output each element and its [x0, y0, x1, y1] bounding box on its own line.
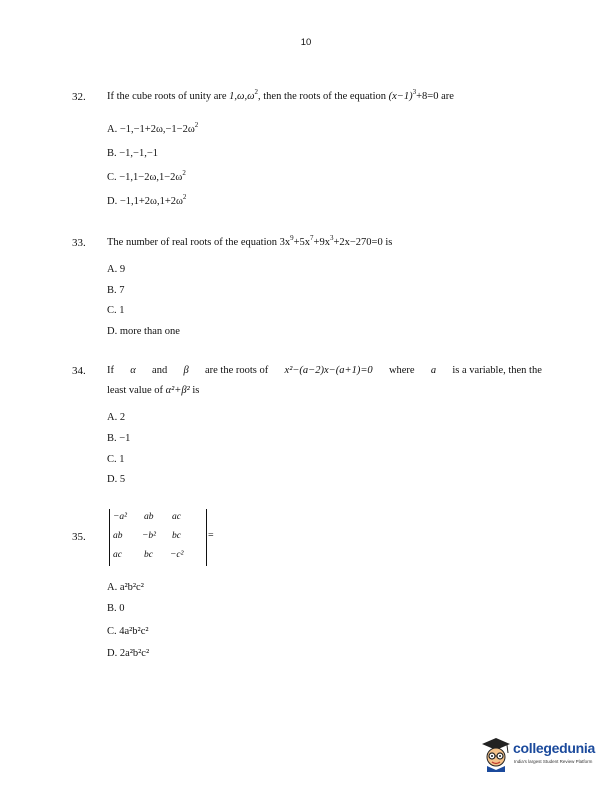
matrix-cell: −c²: [170, 550, 184, 560]
page-number: 10: [300, 37, 312, 48]
matrix-cell: bc: [144, 550, 153, 560]
equals-sign: =: [208, 530, 214, 541]
option-c: C. 4a²b²c²: [107, 626, 149, 637]
option-d: D. 5: [107, 474, 126, 485]
option-c: C. 1: [107, 305, 125, 316]
matrix-cell: −a²: [113, 512, 128, 522]
collegedunia-logo[interactable]: [481, 734, 605, 778]
logo-wordmark: collegedunia: [513, 740, 595, 756]
option-a: A. $-1,-1+2\omega,-1-2\omega^2$: [107, 121, 199, 135]
option-d: D. 2a²b²c²: [107, 648, 150, 659]
matrix-cell: bc: [172, 531, 181, 541]
question-number: 32.: [72, 91, 86, 103]
logo-tagline: India's largest Student Review Platform: [514, 759, 593, 764]
option-c: C. 1: [107, 454, 125, 465]
determinant: [109, 509, 207, 566]
option-b: B. −1: [107, 433, 131, 444]
option-b: B. −1,−1,−1: [107, 148, 159, 159]
matrix-cell: ac: [113, 550, 122, 560]
matrix-cell: −b²: [142, 531, 157, 541]
option-d: D. more than one: [107, 326, 180, 337]
option-b: B. 0: [107, 603, 125, 614]
question-text: If the cube roots of unity are $1,\omega,\omega^2$, then the roots of the equation $(x-1)^3+8=0$ are: [107, 88, 454, 102]
matrix-cell: ab: [144, 512, 154, 522]
option-a: A. 2: [107, 412, 126, 423]
question-number: 34.: [72, 365, 86, 377]
option-a: A. 9: [107, 264, 126, 275]
question-text: If α and β are the roots of x²−(a−2)x−(a+1)=0 where a is a variable, then the least value of α²+β² is: [107, 365, 542, 396]
matrix-cell: ab: [113, 531, 123, 541]
option-c: C. $-1,1-2\omega,1-2\omega^2$: [107, 169, 186, 183]
matrix-cell: ac: [172, 512, 181, 522]
question-text: The number of real roots of the equation $3x^9+5x^7+9x^3+2x-270=0$ is: [107, 234, 393, 248]
question-number: 35.: [72, 531, 86, 543]
question-number: 33.: [72, 237, 86, 249]
option-a: A. a²b²c²: [107, 582, 144, 593]
option-d: D. $-1,1+2\omega,1+2\omega^2$: [107, 193, 187, 207]
option-b: B. 7: [107, 285, 125, 296]
student-mascot-icon: [481, 736, 511, 772]
